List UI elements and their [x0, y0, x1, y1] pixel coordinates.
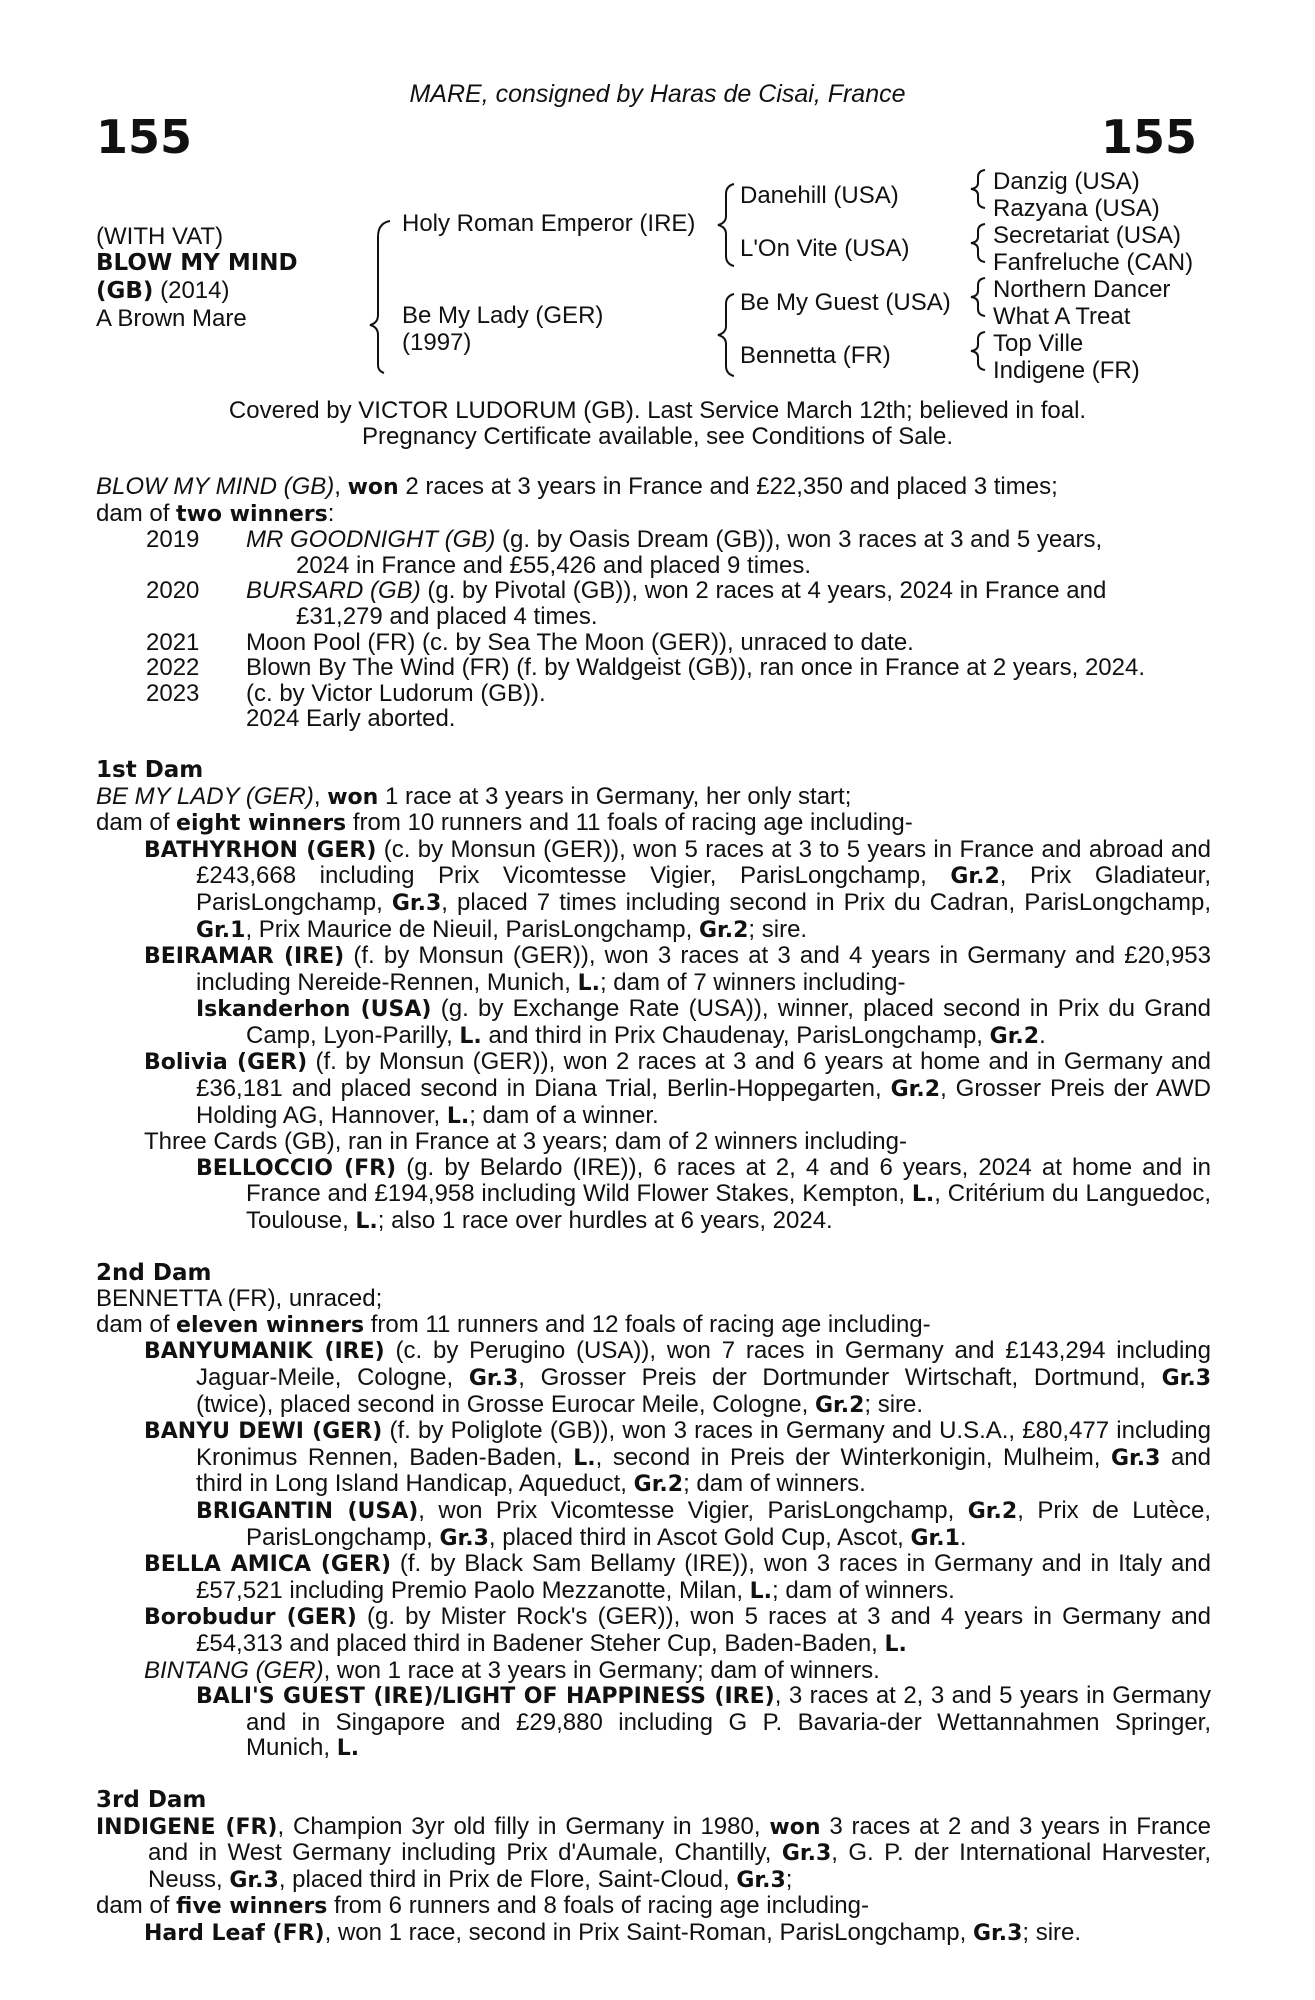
progeny-entry: BELLA AMICA (GER) (f. by Black Sam Bellamy (IRE)), won 3 races in Germany and in Italy and £57,521 including Premio Paolo Mezzanotte, Milan, L.; dam of winners.	[144, 1550, 1211, 1604]
third-dam-line: INDIGENE (FR), Champion 3yr old filly in Germany in 1980, won 3 races at 2 and 3 years in France and in West Germany including Prix d'Aumale, Chantilly, Gr.3, G. P. der International Harvester, Neuss, Gr.3, placed third in Prix de Flore, Saint-Cloud, Gr.3;	[96, 1812, 1212, 1893]
first-dam-line: BE MY LADY (GER), won 1 race at 3 years in Germany, her only start;	[96, 782, 852, 810]
pedigree-grand-8: Indigene (FR)	[993, 357, 1140, 384]
second-dam-heading: 2nd Dam	[96, 1259, 212, 1286]
summary-dam-of: dam of two winners:	[96, 499, 335, 527]
foal-row: 2023 (c. by Victor Ludorum (GB)).	[146, 679, 546, 707]
progeny-subentry: BELLOCCIO (FR) (g. by Belardo (IRE)), 6 races at 2, 4 and 6 years, 2024 at home and in France and £194,958 including Wild Flower Stakes, Kempton, L., Critérium du Languedoc, Toulouse, L.; also 1 race over hurdles at 6 years, 2024.	[196, 1153, 1212, 1235]
summary-line: BLOW MY MIND (GB), won 2 races at 3 years in France and £22,350 and placed 3 times;	[96, 473, 1058, 500]
progeny-entry: BATHYRHON (GER) (c. by Monsun (GER)), won 5 races at 3 to 5 years in France and abroad and £243,668 including Prix Vicomtesse Vigier, ParisLongchamp, Gr.2, Prix Gladiateur, ParisLongchamp, Gr.3, placed 7 times including second in Prix du Cadran, ParisLongchamp, Gr.1, Prix Maurice de Nieuil, ParisLongchamp, Gr.2; sire.	[144, 835, 1211, 943]
third-dam-produce: dam of five winners from 6 runners and 8 foals of racing age including-	[96, 1892, 869, 1920]
pedigree-grand-7: Top Ville	[993, 330, 1084, 357]
pedigree-brace-main-full	[360, 175, 400, 375]
progeny-entry: BANYU DEWI (GER) (f. by Poliglote (GB)), won 3 races in Germany and U.S.A., £80,477 including Kronimus Rennen, Baden-Baden, L., second in Preis der Winterkonigin, Mulheim, Gr.3 and third in Long Island Handicap, Aqueduct, Gr.2; dam of winners.	[144, 1417, 1211, 1498]
progeny-entry: BANYUMANIK (IRE) (c. by Perugino (USA)), won 7 races in Germany and £143,294 including Jaguar-Meile, Cologne, Gr.3, Grosser Preis der Dortmunder Wirtschaft, Dortmund, Gr.3 (twice), placed second in Grosse Eurocar Meile, Cologne, Gr.2; sire.	[144, 1337, 1211, 1418]
foal-row: 2019 MR GOODNIGHT (GB) (g. by Oasis Dream (GB)), won 3 races at 3 and 5 years, 2024 in France and £55,426 and placed 9 times.	[146, 526, 1103, 579]
pedigree-grand-3: Secretariat (USA)	[993, 222, 1182, 249]
progeny-entry: Hard Leaf (FR), won 1 race, second in Prix Saint-Roman, ParisLongchamp, Gr.3; sire.	[144, 1918, 1082, 1946]
horse-name: BLOW MY MIND	[96, 250, 298, 276]
pedigree-grand-2: Razyana (USA)	[993, 195, 1160, 222]
pedigree-grand-4: Fanfreluche (CAN)	[993, 249, 1194, 276]
progeny-subentry: Iskanderhon (USA) (g. by Exchange Rate (USA)), winner, placed second in Prix du Grand Camp, Lyon-Parilly, L. and third in Prix Chaudenay, ParisLongchamp, Gr.2.	[196, 995, 1211, 1049]
pedigree-sire-sire: Danehill (USA)	[740, 182, 899, 209]
foal-row: 2024 Early aborted.	[246, 705, 456, 733]
covered-note	[0, 398, 1315, 450]
pedigree-grand-1: Danzig (USA)	[993, 168, 1140, 195]
third-dam-heading: 3rd Dam	[96, 1786, 207, 1813]
pedigree-sire-dam: L'On Vite (USA)	[740, 235, 910, 262]
pedigree-dam: Be My Lady (GER) (1997)	[402, 302, 604, 356]
foal-row: 2021 Moon Pool (FR) (c. by Sea The Moon (GER)), unraced to date.	[146, 628, 914, 656]
vat-label: (WITH VAT)	[96, 223, 224, 250]
foal-row: 2020 BURSARD (GB) (g. by Pivotal (GB)), won 2 races at 4 years, 2024 in France and £31,279 and placed 4 times.	[146, 577, 1107, 630]
progeny-entry: BEIRAMAR (IRE) (f. by Monsun (GER)), won 3 races at 3 and 4 years in Germany and £20,953 including Nereide-Rennen, Munich, L.; dam of 7 winners including-	[144, 942, 1211, 996]
progeny-subentry: BALI'S GUEST (IRE)/LIGHT OF HAPPINESS (IRE), 3 races at 2, 3 and 5 years in Germany and in Singapore and £29,880 including G P. Bavaria-der Wettannahmen Springer, Munich, L.	[196, 1682, 1211, 1762]
pedigree-dam-dam: Bennetta (FR)	[740, 342, 891, 369]
pedigree-grand-5: Northern Dancer	[993, 276, 1171, 303]
foal-row: 2022 Blown By The Wind (FR) (f. by Waldgeist (GB)), ran once in France at 2 years, 2024.	[146, 654, 1146, 682]
pedigree-grand-6: What A Treat	[993, 303, 1131, 330]
catalogue-body	[96, 474, 1211, 1946]
first-dam-heading: 1st Dam	[96, 756, 204, 783]
pedigree-sire: Holy Roman Emperor (IRE)	[402, 210, 696, 237]
pedigree-braces-g3	[965, 168, 995, 388]
second-dam-line: BENNETTA (FR), unraced;	[96, 1285, 383, 1313]
lot-number-right: 155	[1100, 110, 1197, 164]
covered-line-2: Pregnancy Certificate available, see Conditions of Sale.	[362, 423, 953, 450]
pedigree-dam-sire: Be My Guest (USA)	[740, 289, 951, 316]
progeny-entry: Three Cards (GB), ran in France at 3 years; dam of 2 winners including-	[144, 1128, 907, 1156]
progeny-entry: BINTANG (GER), won 1 race at 3 years in Germany; dam of winners.	[144, 1656, 880, 1684]
covered-line-1: Covered by VICTOR LUDORUM (GB). Last Service March 12th; believed in foal.	[228, 397, 1087, 424]
second-dam-produce: dam of eleven winners from 11 runners and 12 foals of racing age including-	[96, 1310, 931, 1338]
progeny-entry: Bolivia (GER) (f. by Monsun (GER)), won 2 races at 3 and 6 years at home and in Germany and £36,181 and placed second in Diana Trial, Berlin-Hoppegarten, Gr.2, Grosser Preis der AWD Holding AG, Hannover, L.; dam of a winner.	[144, 1048, 1212, 1129]
first-dam-produce: dam of eight winners from 10 runners and 11 foals of racing age including-	[96, 809, 913, 837]
horse-description: A Brown Mare	[96, 305, 247, 332]
progeny-entry: Borobudur (GER) (g. by Mister Rock's (GER)), won 5 races at 3 and 4 years in Germany and £54,313 and placed third in Badener Steher Cup, Baden-Baden, L.	[144, 1603, 1211, 1657]
horse-name-suffix: (GB) (2014)	[96, 277, 230, 304]
horse-identity	[96, 223, 298, 332]
progeny-subentry: BRIGANTIN (USA), won Prix Vicomtesse Vigier, ParisLongchamp, Gr.2, Prix de Lutèce, ParisLongchamp, Gr.3, placed third in Ascot Gold Cup, Ascot, Gr.1.	[196, 1496, 1211, 1551]
consignor-header: MARE, consigned by Haras de Cisai, France	[409, 80, 906, 108]
lot-number-left: 155	[96, 110, 193, 164]
